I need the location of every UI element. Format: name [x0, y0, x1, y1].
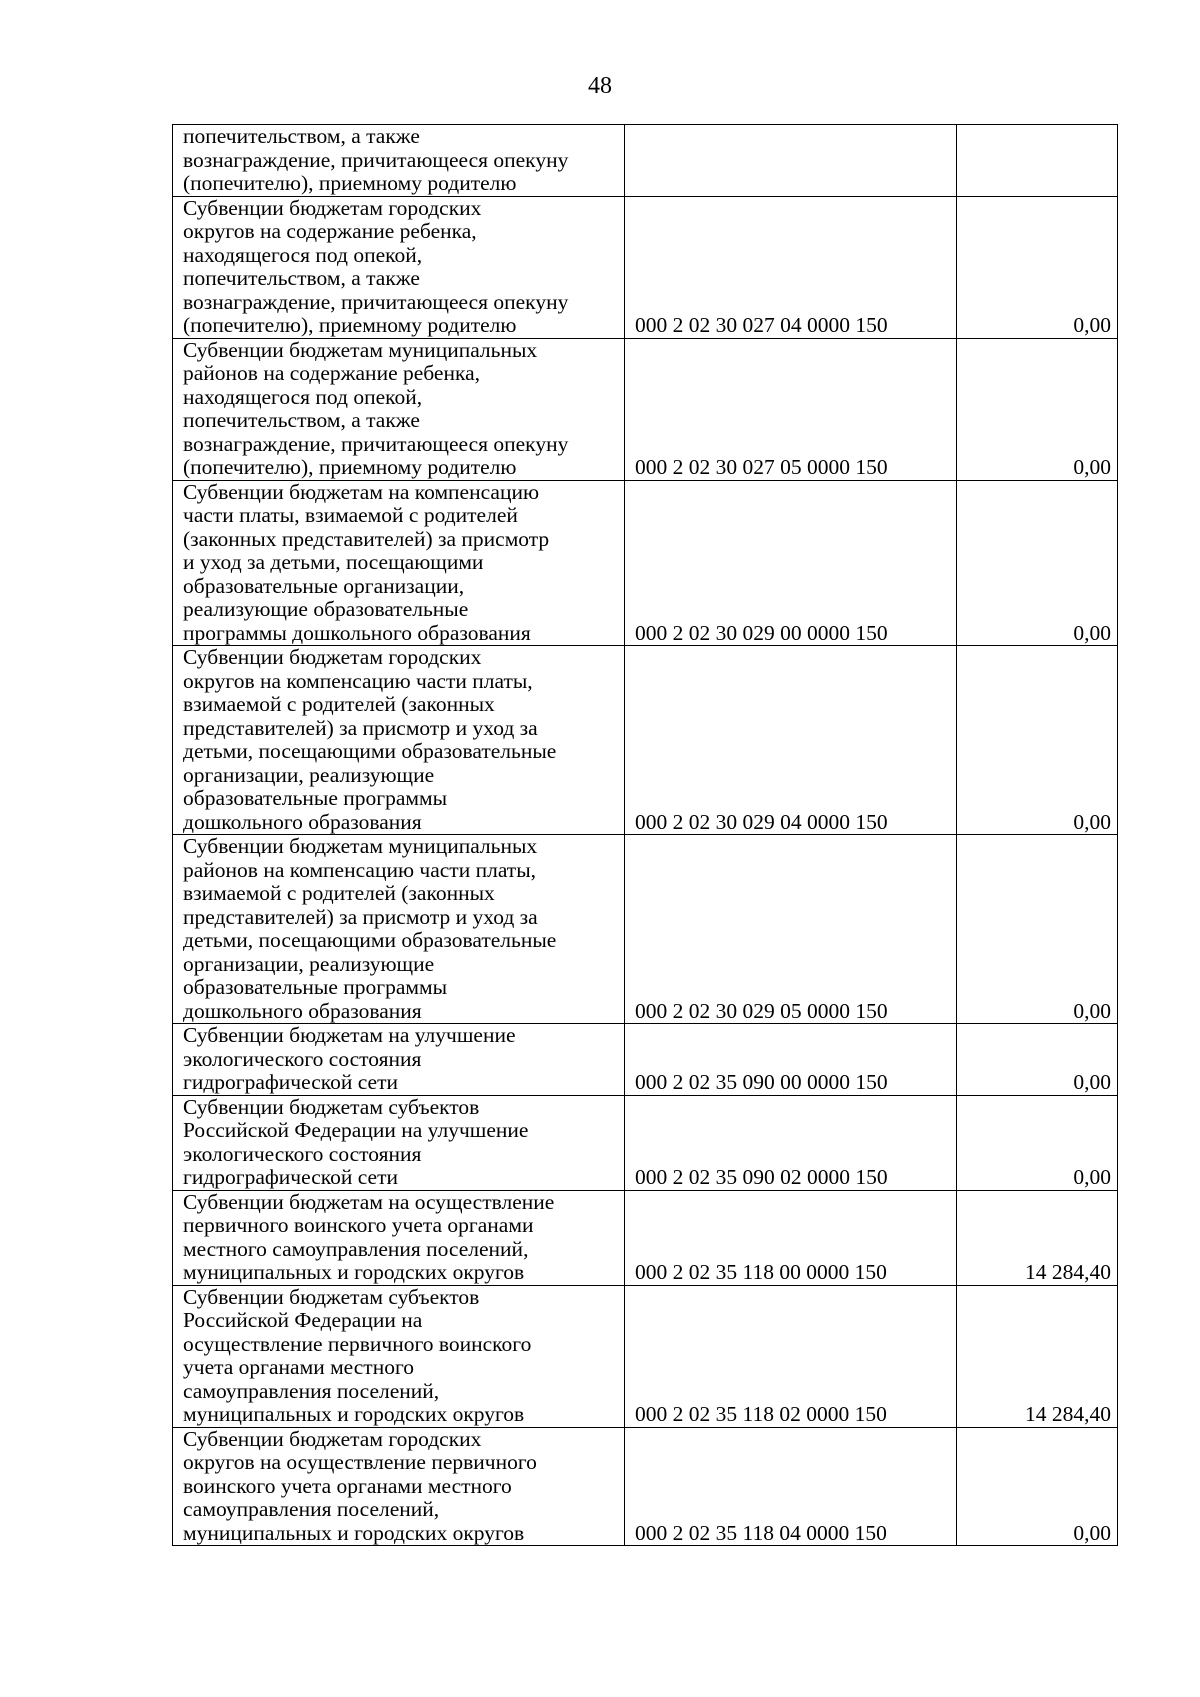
row-amount: 14 284,40	[1025, 1260, 1111, 1284]
row-name-cell	[173, 338, 625, 480]
table-row	[173, 338, 1118, 480]
row-code: 000 2 02 30 027 04 0000 150	[635, 313, 888, 337]
table-row	[173, 1285, 1118, 1427]
budget-revenue-table	[172, 124, 1118, 1546]
row-amount: 0,00	[1073, 1520, 1111, 1545]
row-amount: 0,00	[1073, 620, 1111, 645]
row-code-cell	[625, 338, 957, 480]
row-amount-cell	[957, 1427, 1118, 1546]
row-amount: 0,00	[1073, 313, 1111, 337]
row-name-cell	[173, 1095, 625, 1190]
row-code: 000 2 02 30 027 05 0000 150	[635, 455, 888, 479]
table-row	[173, 646, 1118, 835]
row-name: Субвенции бюджетам городских округов на осуществление первичного воинского учета органами местного самоуправления поселений, муниципальных и городских округов	[183, 1426, 537, 1545]
table-row	[173, 480, 1118, 646]
row-name: Субвенции бюджетам субъектов Российской Федерации на осуществление первичного воинского учета органами местного самоуправления поселений, муниципальных и городских округов	[183, 1284, 532, 1426]
row-code: 000 2 02 35 118 04 0000 150	[635, 1520, 887, 1545]
row-code-cell	[625, 1190, 957, 1285]
row-amount: 0,00	[1073, 1165, 1111, 1189]
row-code-cell	[625, 196, 957, 338]
row-name: Субвенции бюджетам на улучшение экологического состояния гидрографической сети	[183, 1023, 516, 1094]
row-amount-cell	[957, 1095, 1118, 1190]
row-code-cell	[625, 835, 957, 1024]
row-code: 000 2 02 35 090 02 0000 150	[635, 1165, 888, 1189]
row-name-cell	[173, 1285, 625, 1427]
row-name: Субвенции бюджетам на осуществление первичного воинского учета органами местного самоуправления поселений, муниципальных и городских округов	[183, 1189, 555, 1284]
row-amount: 0,00	[1073, 809, 1111, 834]
table-row	[173, 1095, 1118, 1190]
table-row	[173, 1190, 1118, 1285]
row-name: Субвенции бюджетам на компенсацию части платы, взимаемой с родителей (законных представителей) за присмотр и уход за детьми, посещающими образовательные организации, реализующие образовательные программы дошкольного образования	[183, 479, 550, 645]
row-amount-cell	[957, 196, 1118, 338]
table-row	[173, 835, 1118, 1024]
row-name-cell	[173, 1190, 625, 1285]
row-amount-cell	[957, 125, 1118, 197]
row-name: Субвенции бюджетам муниципальных районов на компенсацию части платы, взимаемой с родителей (законных представителей) за присмотр и уход за детьми, посещающими образовательные организации, реализующие образовательные программы дошкольного образования	[183, 834, 557, 1023]
row-name: Субвенции бюджетам субъектов Российской Федерации на улучшение экологического состояния гидрографической сети	[183, 1094, 529, 1189]
row-code: 000 2 02 30 029 05 0000 150	[635, 998, 888, 1023]
table-row	[173, 196, 1118, 338]
row-code: 000 2 02 35 118 02 0000 150	[635, 1402, 887, 1426]
table-row	[173, 1427, 1118, 1546]
row-code-cell	[625, 480, 957, 646]
row-amount: 0,00	[1073, 1070, 1111, 1094]
row-name-cell	[173, 480, 625, 646]
row-amount-cell	[957, 1190, 1118, 1285]
row-code: 000 2 02 35 090 00 0000 150	[635, 1070, 888, 1094]
row-code-cell	[625, 1427, 957, 1546]
row-code-cell	[625, 1285, 957, 1427]
row-code: 000 2 02 30 029 00 0000 150	[635, 620, 888, 645]
row-amount: 0,00	[1073, 455, 1111, 479]
row-code-cell	[625, 125, 957, 197]
row-name-cell	[173, 125, 625, 197]
row-name: попечительством, а также вознаграждение, причитающееся опекуну (попечителю), приемному родителю	[183, 124, 569, 195]
row-code: 000 2 02 30 029 04 0000 150	[635, 809, 888, 834]
row-name: Субвенции бюджетам городских округов на компенсацию части платы, взимаемой с родителей (законных представителей) за присмотр и уход за детьми, посещающими образовательные организации, реализующие образовательные программы дошкольного образования	[183, 645, 557, 834]
row-code: 000 2 02 35 118 00 0000 150	[635, 1260, 887, 1284]
row-name-cell	[173, 1024, 625, 1096]
row-code-cell	[625, 1095, 957, 1190]
table-row	[173, 125, 1118, 197]
row-code-cell	[625, 1024, 957, 1096]
row-amount-cell	[957, 480, 1118, 646]
row-amount: 0,00	[1073, 998, 1111, 1023]
table-row	[173, 1024, 1118, 1096]
page-number: 48	[588, 73, 612, 99]
row-amount-cell	[957, 1285, 1118, 1427]
row-amount: 14 284,40	[1025, 1402, 1111, 1426]
row-code-cell	[625, 646, 957, 835]
row-name-cell	[173, 646, 625, 835]
row-amount-cell	[957, 338, 1118, 480]
row-name: Субвенции бюджетам городских округов на содержание ребенка, находящегося под опекой, попечительством, а также вознаграждение, причитающееся опекуну (попечителю), приемному родителю	[183, 195, 569, 337]
row-name-cell	[173, 196, 625, 338]
row-name: Субвенции бюджетам муниципальных районов на содержание ребенка, находящегося под опекой, попечительством, а также вознаграждение, причитающееся опекуну (попечителю), приемному родителю	[183, 337, 569, 479]
row-amount-cell	[957, 1024, 1118, 1096]
row-amount-cell	[957, 646, 1118, 835]
row-amount-cell	[957, 835, 1118, 1024]
row-name-cell	[173, 1427, 625, 1546]
row-name-cell	[173, 835, 625, 1024]
